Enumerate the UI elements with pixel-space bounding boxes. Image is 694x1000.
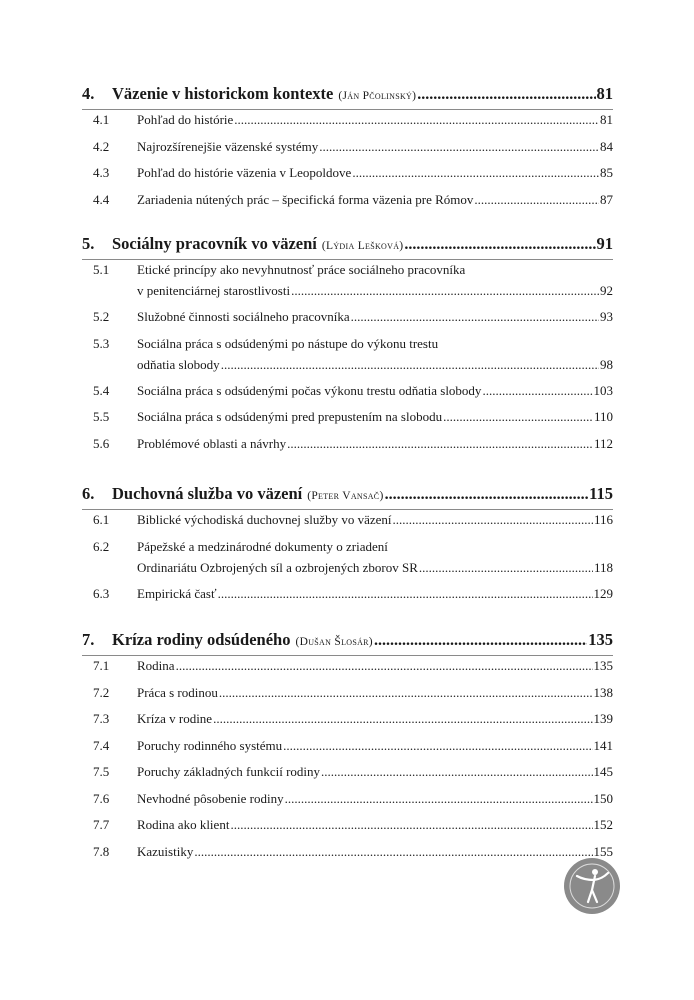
chapter-page-number: 91 xyxy=(596,234,613,253)
section-title: Rodina ako klient xyxy=(137,817,230,832)
section-title: Práca s rodinou xyxy=(137,684,218,700)
section-number: 5.3 xyxy=(93,335,110,351)
section-body xyxy=(137,139,613,155)
section-page-number: 116 xyxy=(593,512,613,527)
section-body xyxy=(137,738,613,754)
leader-dots xyxy=(283,738,592,754)
section-page-number: 85 xyxy=(600,165,613,180)
leader-dots xyxy=(194,844,592,860)
section-title: Pohľad do histórie xyxy=(137,112,234,127)
section-page-number: 138 xyxy=(593,684,613,700)
leader-dots xyxy=(219,685,593,701)
section-page-number: 135 xyxy=(593,658,613,673)
section-entry[interactable] xyxy=(82,336,613,352)
section-page-number: 81 xyxy=(600,112,613,127)
leader-dots xyxy=(417,84,595,104)
section-entry[interactable] xyxy=(82,844,613,860)
chapter-title: Sociálny pracovník vo väzení xyxy=(112,234,317,253)
chapter-title: Kríza rodiny odsúdeného xyxy=(112,630,291,649)
section-entry[interactable] xyxy=(82,165,613,181)
section-number: 7.3 xyxy=(93,711,110,726)
section-page-number: 110 xyxy=(593,409,613,424)
section-title: Kazuistiky xyxy=(137,843,194,859)
leader-dots xyxy=(385,484,589,504)
section-title: Zariadenia nútených prác – špecifická forma väzenia pre Rómov xyxy=(137,191,474,207)
chapter-heading[interactable] xyxy=(82,484,613,504)
leader-dots xyxy=(393,512,593,528)
section-entry[interactable] xyxy=(82,409,613,425)
leader-dots xyxy=(443,409,593,425)
section-number: 6.1 xyxy=(93,512,110,527)
section-body xyxy=(137,539,613,555)
chapter-author: (Peter Vansač) xyxy=(307,490,384,502)
chapter-title: Väzenie v historickom kontexte xyxy=(112,84,334,103)
chapter-heading[interactable] xyxy=(82,630,613,650)
chapter-heading[interactable] xyxy=(82,84,613,104)
section-number: 7.6 xyxy=(93,790,110,806)
section-entry[interactable] xyxy=(82,817,613,833)
chapter-number: 7. xyxy=(82,630,95,649)
leader-dots xyxy=(287,436,593,452)
leader-dots xyxy=(419,560,593,576)
section-title: Kríza v rodine xyxy=(137,711,213,726)
section-body xyxy=(137,283,613,299)
chapter-author: (Dušan Šlosár) xyxy=(295,636,373,648)
section-title: Sociálna práca s odsúdenými pred prepustením na slobodu xyxy=(137,409,443,424)
section-title: Pápežské a medzinárodné dokumenty o zriadení xyxy=(137,538,388,554)
section-number: 7.1 xyxy=(93,658,110,673)
section-number: 4.3 xyxy=(93,165,110,180)
section-page-number: 98 xyxy=(600,356,613,372)
leader-dots xyxy=(176,658,593,674)
section-body xyxy=(137,192,613,208)
section-body xyxy=(137,436,613,452)
section-title: Poruchy základných funkcií rodiny xyxy=(137,764,321,779)
section-title: Empirická časť xyxy=(137,585,217,601)
section-number: 7.8 xyxy=(93,843,110,859)
section-title: Nevhodné pôsobenie rodiny xyxy=(137,790,284,806)
section-number: 5.2 xyxy=(93,309,110,324)
section-title: Poruchy rodinného systému xyxy=(137,737,283,753)
section-page-number: 118 xyxy=(593,559,613,575)
section-number: 4.1 xyxy=(93,112,110,127)
section-entry[interactable] xyxy=(82,139,613,155)
chapter-page-number: 135 xyxy=(588,630,613,649)
section-body xyxy=(137,383,613,399)
chapter-number: 4. xyxy=(82,84,95,103)
leader-dots xyxy=(234,112,599,128)
chapter-page-number: 115 xyxy=(589,484,613,503)
section-body xyxy=(137,262,613,278)
section-page-number: 150 xyxy=(593,790,613,806)
section-entry-continued[interactable] xyxy=(82,357,613,373)
section-title-continued: Ordinariátu Ozbrojených síl a ozbrojených zborov SR xyxy=(137,559,418,575)
leader-dots xyxy=(351,309,599,325)
section-page-number: 103 xyxy=(593,382,613,398)
section-entry[interactable] xyxy=(82,658,613,674)
chapter-number: 5. xyxy=(82,234,95,253)
section-number: 5.5 xyxy=(93,409,110,424)
section-entry[interactable] xyxy=(82,112,613,128)
section-body xyxy=(137,357,613,373)
section-entry[interactable] xyxy=(82,791,613,807)
section-body xyxy=(137,560,613,576)
section-number: 4.4 xyxy=(93,191,110,207)
figure-icon xyxy=(564,858,620,914)
section-number: 7.5 xyxy=(93,764,110,779)
section-title: Etické princípy ako nevyhnutnosť práce sociálneho pracovníka xyxy=(137,262,466,277)
leader-dots xyxy=(291,283,599,299)
section-body xyxy=(137,791,613,807)
section-page-number: 152 xyxy=(593,817,613,832)
section-entry[interactable] xyxy=(82,383,613,399)
section-page-number: 141 xyxy=(593,737,613,753)
section-body xyxy=(137,711,613,727)
chapter-divider xyxy=(82,259,613,260)
chapter-divider xyxy=(82,509,613,510)
section-title: Pohľad do histórie väzenia v Leopoldove xyxy=(137,165,352,180)
section-entry-continued[interactable] xyxy=(82,283,613,299)
leader-dots xyxy=(319,139,599,155)
section-number: 5.1 xyxy=(93,262,110,277)
section-page-number: 155 xyxy=(593,843,613,859)
section-number: 5.4 xyxy=(93,382,110,398)
publisher-logo xyxy=(564,858,620,914)
section-title: Sociálna práca s odsúdenými počas výkonu trestu odňatia slobody xyxy=(137,382,482,398)
section-entry[interactable] xyxy=(82,738,613,754)
section-page-number: 139 xyxy=(593,711,613,726)
chapter-title: Duchovná služba vo väzení xyxy=(112,484,303,503)
section-entry[interactable] xyxy=(82,539,613,555)
section-entry[interactable] xyxy=(82,512,613,528)
leader-dots xyxy=(285,791,593,807)
section-title: Problémové oblasti a návrhy xyxy=(137,435,287,451)
chapter-divider xyxy=(82,655,613,656)
section-title-continued: v penitenciárnej starostlivosti xyxy=(137,283,291,298)
section-page-number: 93 xyxy=(600,309,613,324)
leader-dots xyxy=(474,192,599,208)
leader-dots xyxy=(221,357,599,373)
section-body xyxy=(137,309,613,325)
section-number: 4.2 xyxy=(93,138,110,154)
section-title: Rodina xyxy=(137,658,175,673)
section-title-continued: odňatia slobody xyxy=(137,356,220,372)
section-body xyxy=(137,165,613,181)
section-body xyxy=(137,336,613,352)
section-page-number: 112 xyxy=(593,435,613,451)
chapter-heading[interactable] xyxy=(82,234,613,254)
chapter-number: 6. xyxy=(82,484,95,503)
leader-dots xyxy=(374,630,587,650)
section-entry[interactable] xyxy=(82,262,613,278)
section-body xyxy=(137,512,613,528)
section-body xyxy=(137,112,613,128)
chapter-page-number: 81 xyxy=(596,84,613,103)
section-body xyxy=(137,817,613,833)
section-number: 5.6 xyxy=(93,435,110,451)
section-page-number: 145 xyxy=(593,764,613,779)
leader-dots xyxy=(404,234,595,254)
leader-dots xyxy=(213,711,592,727)
section-body xyxy=(137,844,613,860)
section-title: Biblické východiská duchovnej služby vo väzení xyxy=(137,512,392,527)
leader-dots xyxy=(321,764,592,780)
section-entry-continued[interactable] xyxy=(82,560,613,576)
section-body xyxy=(137,586,613,602)
section-entry[interactable] xyxy=(82,586,613,602)
chapter-divider xyxy=(82,109,613,110)
section-number: 7.4 xyxy=(93,737,110,753)
section-number: 7.7 xyxy=(93,817,110,832)
section-entry[interactable] xyxy=(82,309,613,325)
section-entry[interactable] xyxy=(82,436,613,452)
section-body xyxy=(137,409,613,425)
section-entry[interactable] xyxy=(82,711,613,727)
section-page-number: 129 xyxy=(593,585,613,601)
section-entry[interactable] xyxy=(82,192,613,208)
section-entry[interactable] xyxy=(82,764,613,780)
section-entry[interactable] xyxy=(82,685,613,701)
leader-dots xyxy=(482,383,592,399)
section-number: 7.2 xyxy=(93,684,110,700)
chapter-author: (Lýdia Lešková) xyxy=(321,240,404,252)
section-page-number: 87 xyxy=(600,191,613,207)
section-body xyxy=(137,658,613,674)
leader-dots xyxy=(230,817,592,833)
section-page-number: 92 xyxy=(600,283,613,298)
section-page-number: 84 xyxy=(600,138,613,154)
section-number: 6.3 xyxy=(93,585,110,601)
leader-dots xyxy=(218,586,593,602)
section-body xyxy=(137,764,613,780)
section-body xyxy=(137,685,613,701)
section-title: Sociálna práca s odsúdenými po nástupe do výkonu trestu xyxy=(137,335,439,351)
section-title: Služobné činnosti sociálneho pracovníka xyxy=(137,309,350,324)
leader-dots xyxy=(352,165,599,181)
section-title: Najrozšírenejšie väzenské systémy xyxy=(137,138,319,154)
section-number: 6.2 xyxy=(93,538,110,554)
chapter-author: (Ján Pčolinský) xyxy=(338,90,417,102)
